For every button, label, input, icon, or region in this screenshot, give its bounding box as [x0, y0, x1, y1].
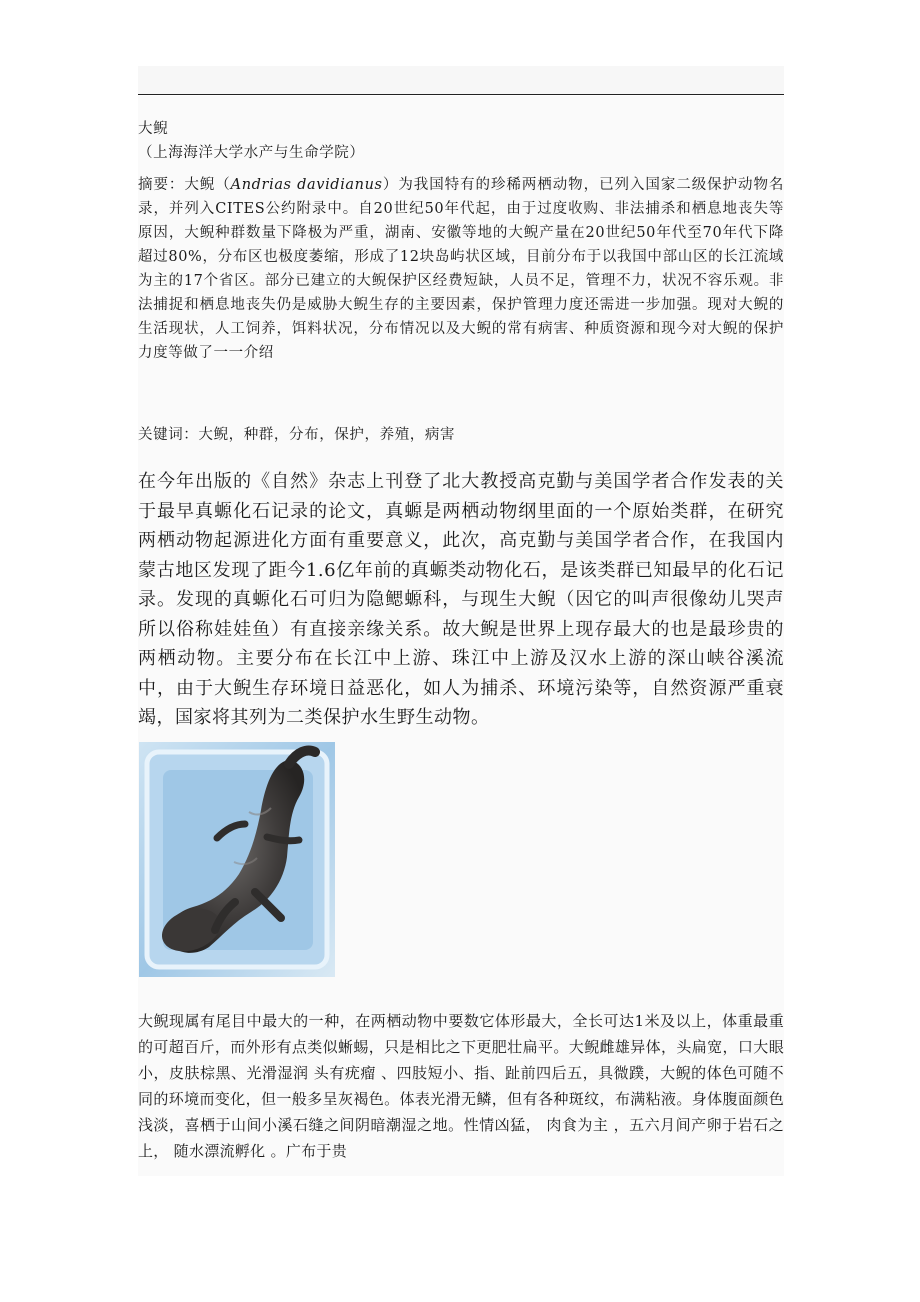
keywords: 关键词：大鲵，种群，分布，保护，养殖，病害: [138, 427, 456, 443]
latin-name: Andrias davidianus: [230, 177, 383, 193]
intro-paragraph: 在今年出版的《自然》杂志上刊登了北大教授高克勤与美国学者合作发表的关于最早真螈化石记录的论文，真螈是两栖动物纲里面的一个原始类群，在研究两栖动物起源进化方面有重要意义，此次，高克勤与美国学者合作，在我国内蒙古地区发现了距今1.6亿年前的真螈类动物化石，是该类群已知最早的化石记录。发现的真螈化石可归为隐鳃螈科，与现生大鲵（因它的叫声很像幼儿哭声所以俗称娃娃鱼）有直接亲缘关系。故大鲵是世界上现存最大的也是最珍贵的两栖动物。主要分布在长江中上游、珠江中上游及汉水上游的深山峡谷溪流中，由于大鲵生存环境日益恶化，如人为捕杀、环境污染等，自然资源严重衰竭，国家将其列为二类保护水生野生动物。: [138, 471, 784, 728]
salamander-photo: [139, 742, 335, 977]
header-divider: [138, 94, 784, 95]
abstract-label: 摘要：: [138, 177, 185, 193]
article-title: 大鲵: [138, 121, 169, 137]
abstract-text: ）为我国特有的珍稀两栖动物，已列入国家二级保护动物名录，并列入CITES公约附录中。自20世纪50年代起，由于过度收购、非法捕杀和栖息地丧失等原因，大鲵种群数量下降极为严重，湖南、安徽等地的大鲵产量在20世纪50年代至70年代下降超过80%，分布区也极度萎缩，形成了12块岛屿状区域，目前分布于以我国中部山区的长江流域为主的17个省区。部分已建立的大鲵保护区经费短缺，人员不足，管理不力，状况不容乐观。非法捕捉和栖息地丧失仍是威胁大鲵生存的主要因素，保护管理力度还需进一步加强。现对大鲵的生活现状，人工饲养，饵料状况，分布情况以及大鲵的常有病害、种质资源和现今对大鲵的保护力度等做了一一介绍: [138, 177, 784, 361]
abstract-lead: 大鲵（: [184, 177, 231, 193]
page-header: [138, 66, 784, 94]
description-paragraph: 大鲵现属有尾目中最大的一种，在两栖动物中要数它体形最大，全长可达1米及以上，体重最重的可超百斤，而外形有点类似蜥蜴，只是相比之下更肥壮扁平。大鲵雌雄异体，头扁宽，口大眼小，皮肤棕黑、光滑湿润 头有疣瘤 、四肢短小、指、趾前四后五，具微蹼，大鲵的体色可随不同的环境而变化，但一般多呈灰褐色。体表光滑无鳞，但有各种斑纹，布满粘液。身体腹面颜色浅淡，喜栖于山间小溪石缝之间阴暗潮湿之地。性情凶猛， 肉食为主 ，五六月间产卵于岩石之上， 随水漂流孵化 。广布于贵: [138, 1012, 784, 1160]
article-title-block: [138, 117, 784, 165]
abstract: [138, 173, 784, 365]
author-affiliation: （上海海洋大学水产与生命学院）: [138, 145, 365, 161]
